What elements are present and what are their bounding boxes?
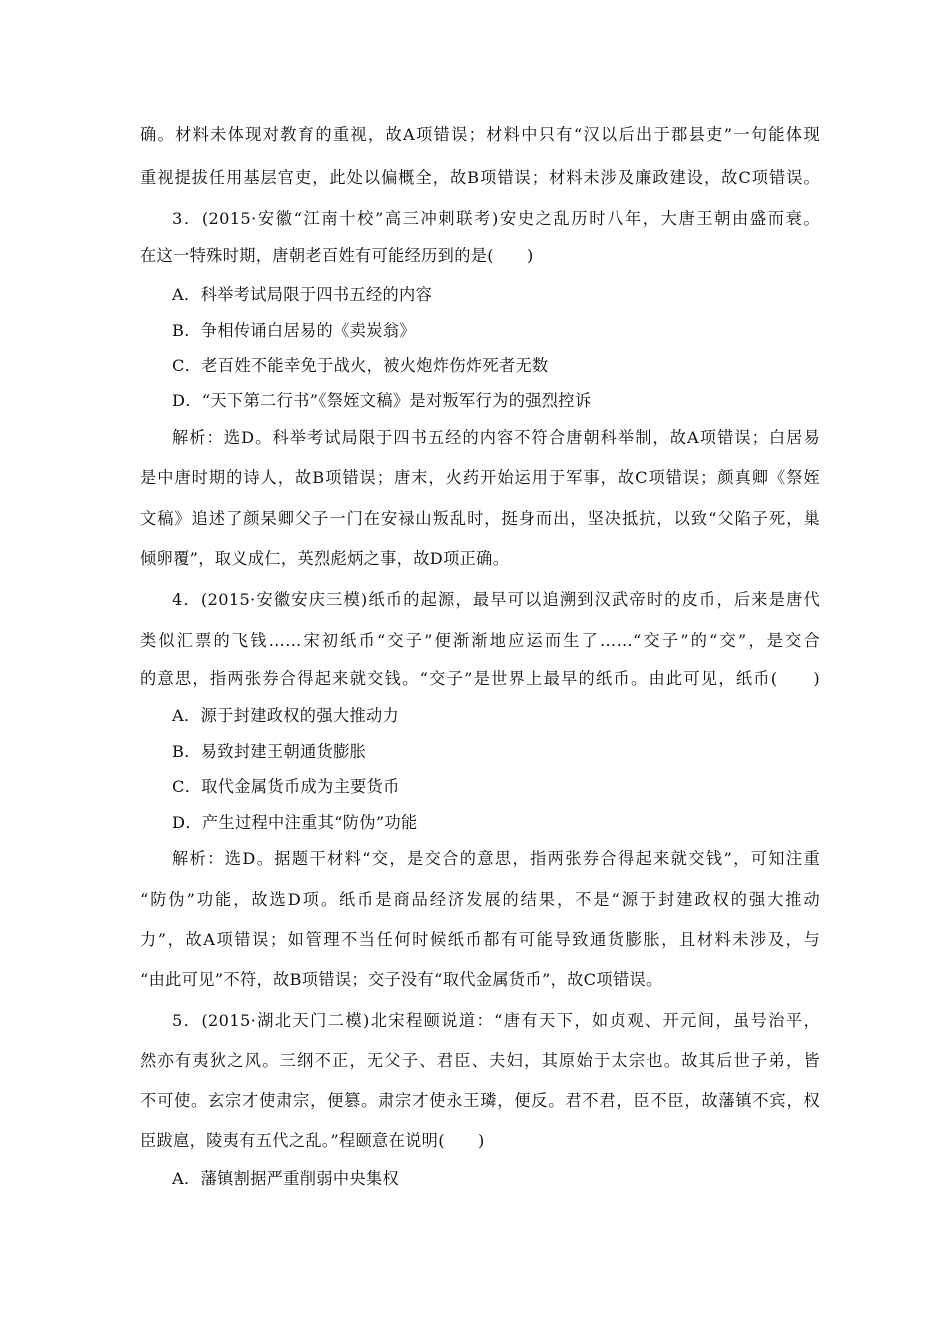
- option-a: A．科举考试局限于四书五经的内容: [172, 285, 433, 304]
- option-d: D．产生过程中注重其“防伪”功能: [172, 813, 418, 832]
- text-line: 文稿》追述了颜杲卿父子一门在安禄山叛乱时，挺身而出，坚决抵抗，以致“父陷子死，巢: [140, 509, 820, 528]
- text-line: 在这一特殊时期，唐朝老百姓有可能经历到的是( ): [140, 246, 534, 265]
- option-a: A．源于封建政权的强大推动力: [172, 706, 400, 725]
- text-line: “防伪”功能，故选D项。纸币是商品经济发展的结果，不是“源于封建政权的强大推动: [140, 890, 820, 909]
- text-line: 的意思，指两张券合得起来就交钱。“交子”是世界上最早的纸币。由此可见，纸币( ): [140, 669, 820, 688]
- option-d: D．“天下第二行书”《祭姪文稿》是对叛军行为的强烈控诉: [172, 391, 592, 410]
- text-line: 然亦有夷狄之风。三纲不正，无父子、君臣、夫妇，其原始于太宗也。故其后世子弟，皆: [140, 1051, 820, 1070]
- analysis-3: 解析：选D。科举考试局限于四书五经的内容不符合唐朝科举制，故A项错误；白居易: [172, 428, 820, 447]
- text-line: 确。材料未体现对教育的重视，故A项错误；材料中只有“汉以后出于郡县吏”一句能体现: [140, 125, 820, 144]
- text-line: 类似汇票的飞钱……宋初纸币“交子”便渐渐地应运而生了……“交子”的“交”，是交合: [140, 631, 820, 650]
- option-b: B．易致封建王朝通货膨胀: [172, 742, 367, 761]
- analysis-4: 解析：选D。据题干材料“交，是交合的意思，指两张券合得起来就交钱”，可知注重: [172, 849, 820, 868]
- option-c: C．取代金属货币成为主要货币: [172, 777, 400, 796]
- option-a: A．藩镇割据严重削弱中央集权: [172, 1169, 400, 1188]
- text-line: 是中唐时期的诗人，故B项错误；唐末，火药开始运用于军事，故C项错误；颜真卿《祭姪: [140, 468, 820, 487]
- option-b: B．争相传诵白居易的《卖炭翁》: [172, 321, 416, 340]
- text-line: 不可使。玄宗才使肃宗，便篡。肃宗才使永王璘，便反。君不君，臣不臣，故藩镇不宾，权: [140, 1091, 820, 1110]
- question-4-stem: 4．(2015·安徽安庆三模)纸币的起源，最早可以追溯到汉武帝时的皮币，后来是唐代: [172, 590, 820, 609]
- option-c: C．老百姓不能幸免于战火，被火炮炸伤炸死者无数: [172, 356, 549, 375]
- question-3-stem: 3．(2015·安徽“江南十校”高三冲刺联考)安史之乱历时八年，大唐王朝由盛而衰。: [172, 209, 820, 228]
- text-line: 力”，故A项错误；如管理不当任何时候纸币都有可能导致通货膨胀，且材料未涉及，与: [140, 930, 820, 949]
- question-5-stem: 5．(2015·湖北天门二模)北宋程颐说道：“唐有天下，如贞观、开元间，虽号治平，: [172, 1011, 820, 1030]
- text-line: 臣跋扈，陵夷有五代之乱。”程颐意在说明( ): [140, 1131, 485, 1150]
- text-line: 重视提拔任用基层官吏，此处以偏概全，故B项错误；材料未涉及廉政建设，故C项错误。: [140, 168, 820, 187]
- text-line: “由此可见”不符，故B项错误；交子没有“取代金属货币”，故C项错误。: [140, 970, 663, 989]
- text-line: 倾卵覆”，取义成仁，英烈彪炳之事，故D项正确。: [140, 549, 510, 568]
